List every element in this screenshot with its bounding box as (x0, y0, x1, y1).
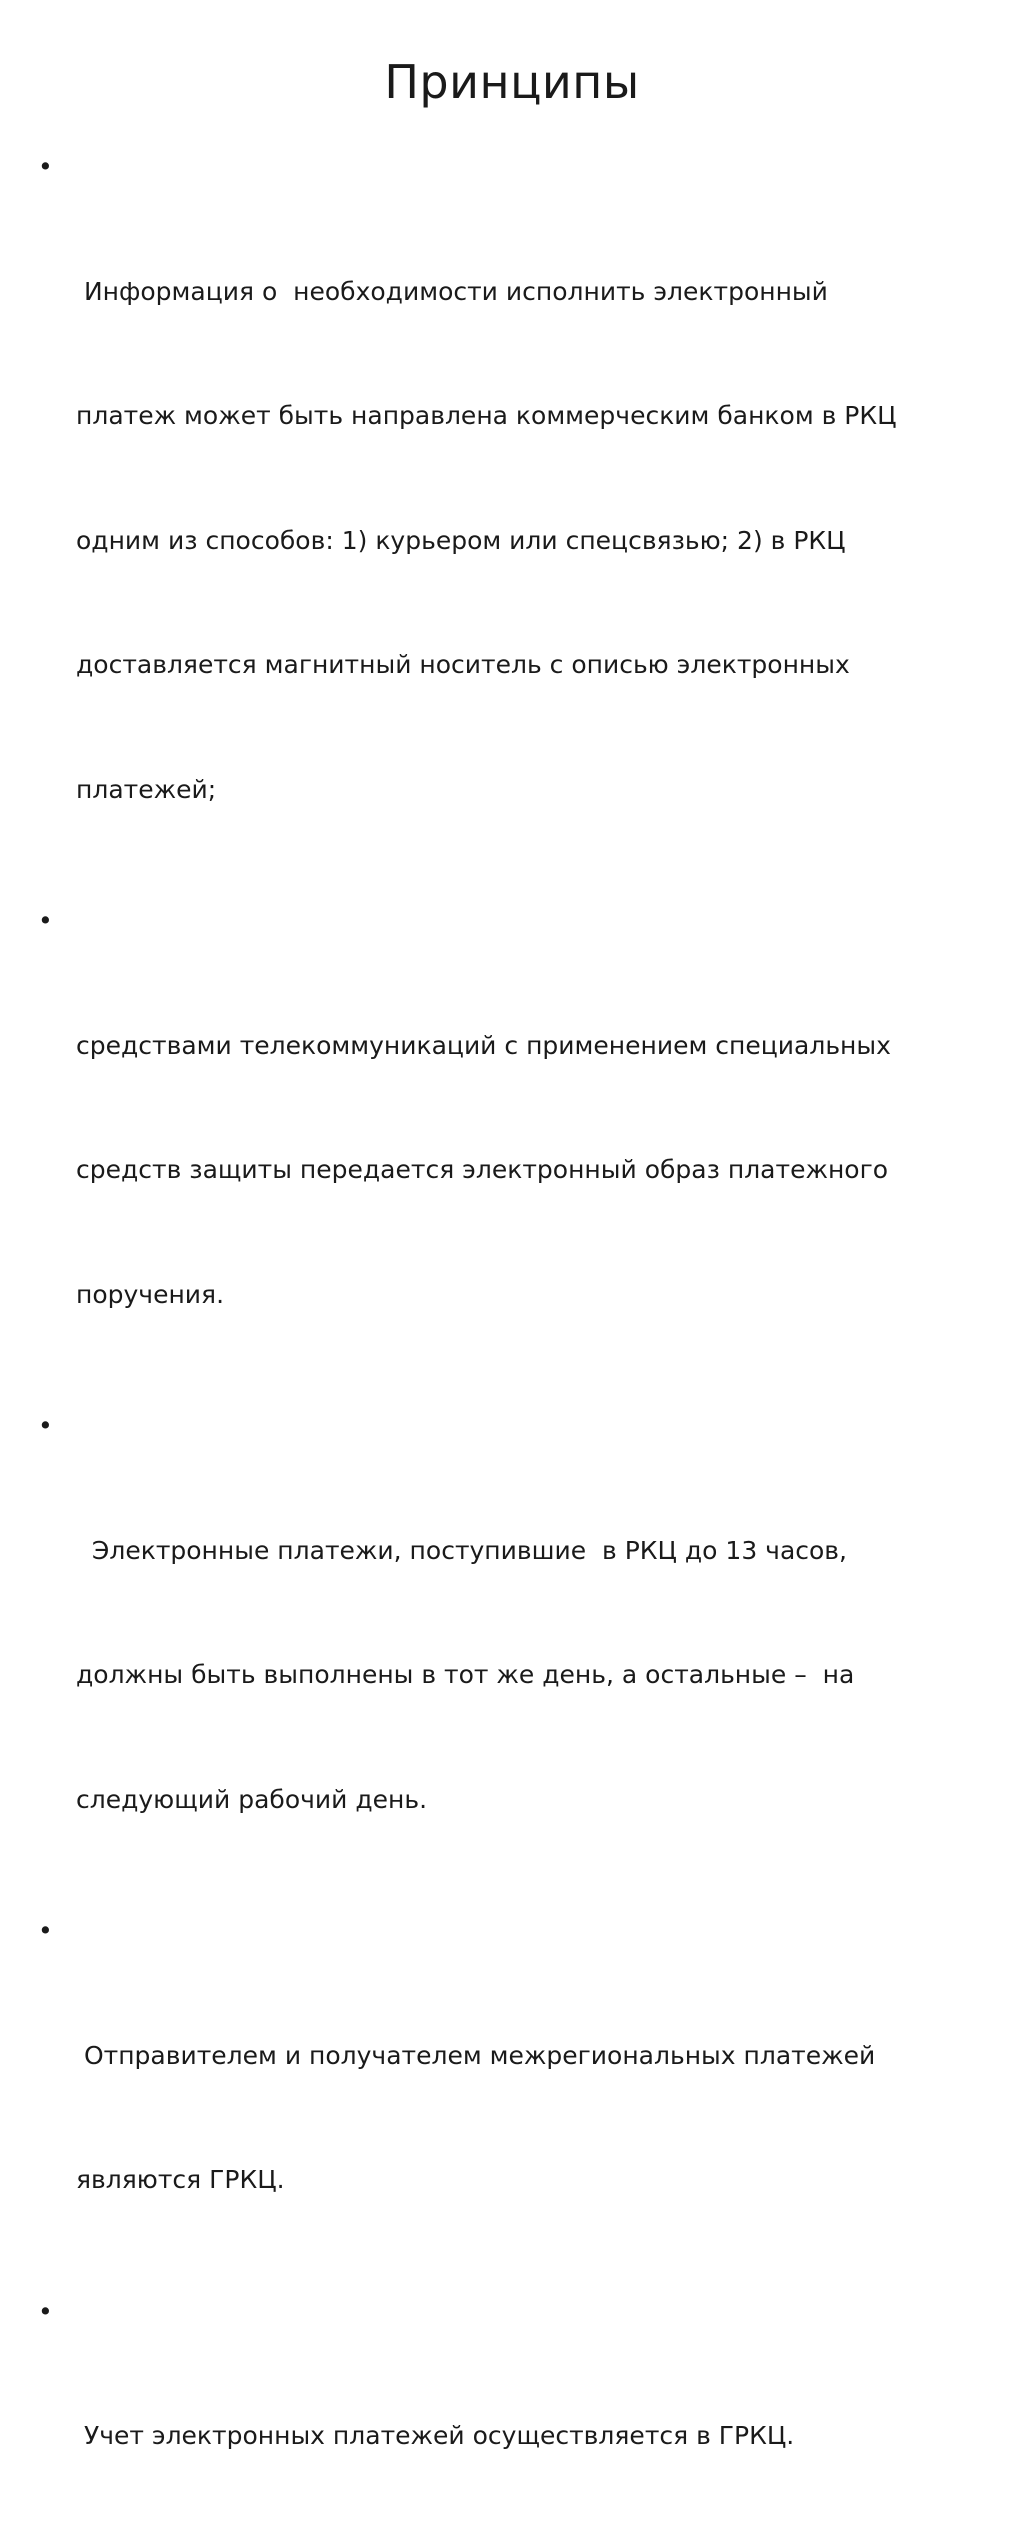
list-item (38, 1910, 988, 2284)
bullet-icon: • (38, 906, 53, 935)
bullet-line: одним из способов: 1) курьером или спецсвязью; 2) в РКЦ (76, 525, 846, 555)
bullet-line: платежей; (76, 774, 217, 804)
bullet-line: платеж может быть направлена коммерческим банком в РКЦ (76, 401, 897, 430)
bullet-icon: • (38, 2296, 53, 2326)
bullet-icon: • (38, 1411, 53, 1440)
bullet-line: средствами телекоммуникаций с применением специальных (76, 1030, 891, 1060)
slide-title: Принципы (384, 55, 640, 109)
list-item (38, 900, 988, 1398)
bullet-line: поручения. (76, 1279, 225, 1309)
list-item (38, 2291, 988, 2540)
bullet-line: Учет электронных платежей осуществляется в ГРКЦ. (76, 2421, 795, 2450)
bullet-line: Отправителем и получателем межрегиональных платежей (76, 2040, 876, 2070)
bullet-line: являются ГРКЦ. (76, 2165, 285, 2194)
bullet-line: следующий рабочий день. (76, 1784, 428, 1814)
bullet-line: доставляется магнитный носитель с описью электронных (76, 650, 850, 679)
list-item (38, 1405, 988, 1903)
bullet-line: Электронные платежи, поступившие в РКЦ до 13 часов, (76, 1535, 847, 1565)
list-item (38, 146, 988, 893)
bullet-icon: • (38, 152, 53, 181)
bullet-line: средств защиты передается электронный образ платежного (76, 1155, 889, 1184)
bullet-line: должны быть выполнены в тот же день, а остальные – на (76, 1660, 855, 1689)
bullet-line: Информация о необходимости исполнить электронный (76, 276, 828, 306)
bullet-list (38, 146, 988, 2547)
bullet-icon: • (38, 1916, 53, 1945)
